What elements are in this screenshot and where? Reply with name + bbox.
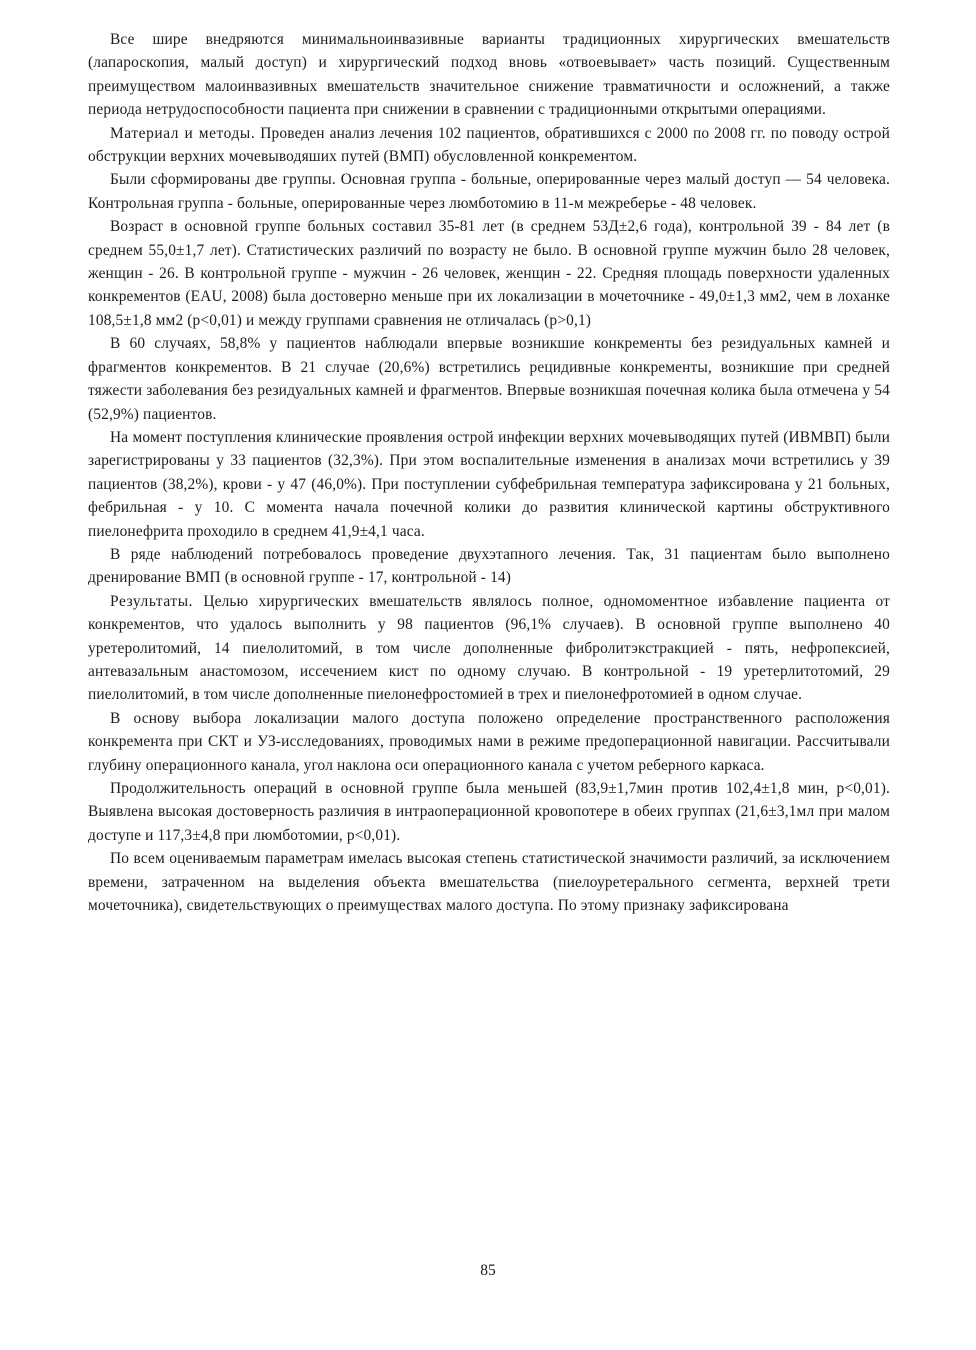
page-number: 85 xyxy=(480,1262,496,1279)
paragraph-intro xyxy=(88,28,890,122)
paragraph-text: В 60 случаях, 58,8% у пациентов наблюдали впервые возникшие конкременты без резидуальных камней и фрагментов конкрементов. В 21 случае (20,6%) встретились рецидивные конкременты, возникшие при средней тяжести заболевания без резидуальных камней и фрагментов. Впервые возникшая почечная колика была отмечена у 54 (52,9%) пациентов. xyxy=(88,335,890,423)
paragraph-text: В основу выбора локализации малого доступа положено определение пространственного расположения конкремента при СКТ и УЗ-исследованиях, проводимых нами в режиме предоперационной навигации. Рассчитывали глубину операционного канала, угол наклона оси операционного канала с учетом реберного каркаса. xyxy=(88,709,890,774)
paragraph-two-stage xyxy=(88,543,890,590)
paragraph-text: Были сформированы две группы. Основная группа - больные, оперированные через малый доступ — 54 человека. Контрольная группа - больные, оперированные через люмботомию в 11-м межреберье - 48 человек. xyxy=(88,171,890,212)
section-heading-results: Результаты. xyxy=(110,592,194,610)
paragraph-duration xyxy=(88,777,890,847)
paragraph-cases xyxy=(88,332,890,426)
paragraph-groups xyxy=(88,168,890,215)
document-page xyxy=(88,28,890,917)
paragraph-text: Все шире внедряются минимальноинвазивные варианты традиционных хирургических вмешательств (лапароскопия, малый доступ) и хирургический подход вновь «отвоевывает» часть позиций. Существенным преимуществом малоинвазивных вмешательств значительное снижение травматичности и осложнений, а также периода нетрудоспособности пациента при снижении в сравнении с традиционными открытыми операциями. xyxy=(88,31,890,119)
paragraph-significance xyxy=(88,847,890,917)
paragraph-text: Возраст в основной группе больных составил 35-81 лет (в среднем 53Д±2,6 года), контрольной 39 - 84 лет (в среднем 55,0±1,7 лет). Статистических различий по возрасту не было. В основной группе мужчин было 28 человек, женщин - 26. В контрольной группе - мужчин - 26 человек, женщин - 22. Средняя площадь поверхности удаленных конкрементов (EAU, 2008) была достоверно меньше при их локализации в мочеточнике - 49,0±1,3 мм2, чем в лоханке 108,5±1,8 мм2 (p<0,01) и между группами сравнения не отличалась (p>0,1) xyxy=(88,218,890,329)
paragraph-text: На момент поступления клинические проявления острой инфекции верхних мочевыводящих путей (ИВМВП) были зарегистрированы у 33 пациентов (32,3%). При этом воспалительные изменения в анализах мочи встретились у 39 пациентов (38,2%), крови - у 47 (46,0%). При поступлении субфебрильная температура зафиксирована у 21 больных, фебрильная - у 10. С момента начала почечной колики до развития клинической картины обструктивного пиелонефрита проходило в среднем 41,9±4,1 часа. xyxy=(88,428,890,540)
paragraph-text: В ряде наблюдений потребовалось проведение двухэтапного лечения. Так, 31 пациентам было выполнено дренирование ВМП (в основной группе - 17, контрольной - 14) xyxy=(88,545,890,587)
paragraph-text: Проведен анализ лечения 102 пациентов, обратившихся с 2000 по 2008 гг. по поводу острой обструкции верхних мочевыводяших путей (ВМП) обусловленной конкрементом. xyxy=(88,124,891,166)
paragraph-results xyxy=(88,590,890,707)
paragraph-text: Целью хирургических вмешательств являлось полное, одномоментное избавление пациента от конкрементов, что удалось выполнить у 98 пациентов (96,1% случаев). В основной группе выполнено 40 уретеролитомий, 14 пиелолитомий, в том числе дополненные фибролитэкстракцией - пять, нефропексией, антевазальным анастомозом, иссечением кист по одному случаю. В контрольной - 19 уретерлитотомий, 29 пиелолитомий, в том числе дополненные пиелонефростомией в трех и пиелонефротомией в одном случае. xyxy=(88,592,890,704)
paragraph-infection xyxy=(88,426,890,543)
paragraph-navigation xyxy=(88,707,890,777)
section-heading-materials-methods: Материал и методы. xyxy=(110,124,256,142)
paragraph-materials-methods xyxy=(88,122,890,169)
paragraph-text: Продолжительность операций в основной группе была меньшей (83,9±1,7мин против 102,4±1,8 мин, p<0,01). Выявлена высокая достоверность различия в интраоперационной кровопотере в обеих группах (21,6±3,1мл при малом доступе и 117,3±4,8 при люмботомии, p<0,01). xyxy=(88,780,890,844)
paragraph-age xyxy=(88,215,890,332)
paragraph-text: По всем оцениваемым параметрам имелась высокая степень статистической значимости различий, за исключением времени, затраченном на выделения объекта вмешательства (пиелоуретерального сегмента, верхней трети мочеточника), свидетельствующих о преимуществах малого доступа. По этому признаку зафиксирована xyxy=(88,850,890,915)
